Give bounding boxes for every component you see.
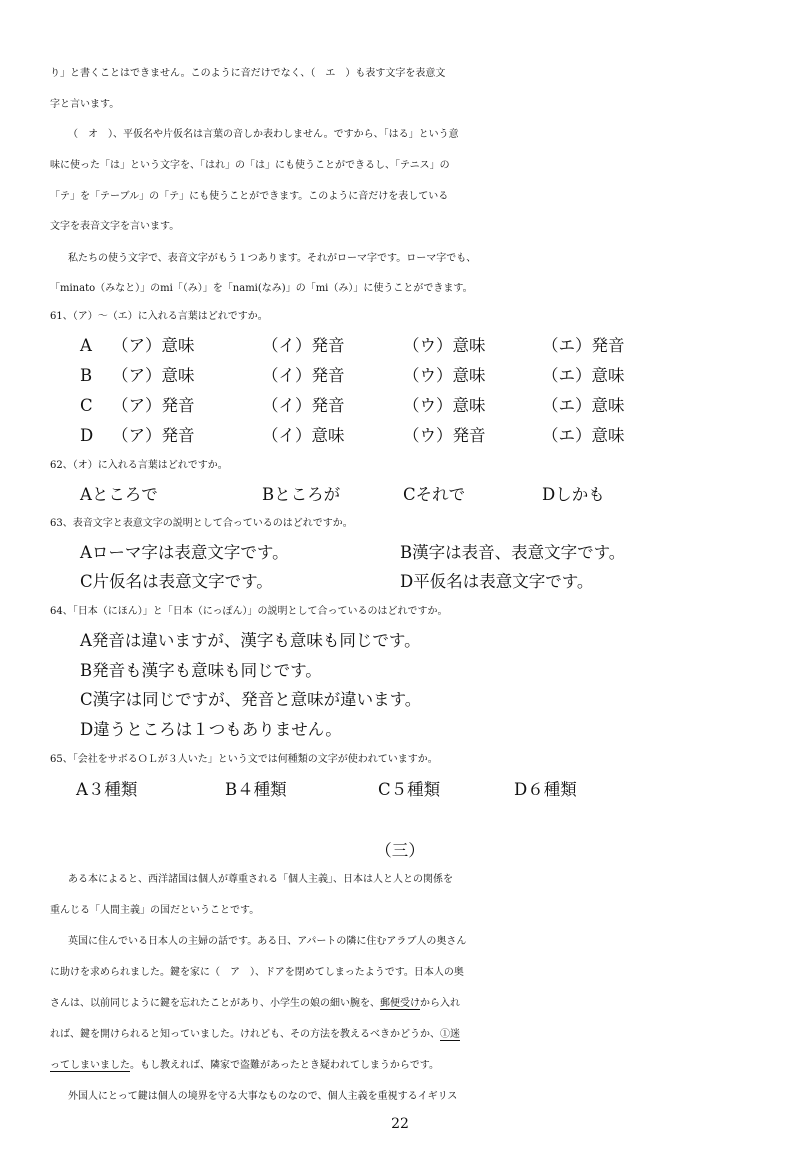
text-line: ある本によると、西洋諸国は個人が尊重される「個人主義」、日本は人と人との関係を	[68, 874, 453, 885]
option-cell: （イ）意味	[262, 426, 345, 445]
text-segment: 。もし教えれば、隣家で盗難があったとき疑われてしまうからです。	[130, 1060, 439, 1071]
text-line: 「テ」を「テーブル」の「テ」にも使うことができます。このように音だけを表している	[50, 191, 449, 202]
option-b: Bところが	[262, 485, 341, 504]
option-d: Dしかも	[542, 485, 605, 504]
option-c: C５種類	[378, 780, 441, 799]
text-line	[0, 993, 800, 1015]
text-line: に助けを求められました。鍵を家に（ ア ）、ドアを閉めてしまったようです。日本人の奥	[50, 967, 464, 978]
option-label: D	[80, 426, 94, 445]
text-line: 「minato（みなと）」のmi「（み）」を「nami(なみ)」の「mi（み）」に使うことができます。	[50, 283, 473, 294]
text-line: 外国人にとって鍵は個人の境界を守る大事なものなので、個人主義を重視するイギリス	[68, 1091, 458, 1102]
option-cell: （ウ）発音	[403, 426, 486, 445]
option-cell: （ア）意味	[112, 336, 195, 355]
underlined-marker-1: ①迷	[440, 1029, 460, 1040]
option-d: D平仮名は表意文字です。	[400, 572, 594, 591]
option-b: B漢字は表音、表意文字です。	[400, 543, 626, 562]
page-number: 22	[391, 1116, 409, 1132]
text-line: 文字を表音文字を言います。	[50, 221, 180, 232]
option-cell: （ウ）意味	[403, 396, 486, 415]
option-cell: （イ）発音	[262, 366, 345, 385]
text-line: り」と書くことはできません。このように音だけでなく、（ エ ）も表す文字を表意文	[50, 68, 446, 79]
question-stem: 63、表音文字と表意文字の説明として合っているのはどれですか。	[50, 518, 353, 529]
option-b: B発音も漢字も意味も同じです。	[80, 661, 322, 680]
option-a: Aローマ字は表意文字です。	[80, 543, 289, 562]
option-d: D違うところは１つもありません。	[80, 720, 342, 739]
text-line	[0, 1055, 800, 1077]
question-stem: 64、「日本（にほん）」と「日本（にっぽん）」の説明として合っているのはどれですか。	[50, 606, 448, 617]
option-a: A３種類	[76, 780, 138, 799]
option-cell: （ア）意味	[112, 366, 195, 385]
option-cell: （イ）発音	[262, 336, 345, 355]
option-a: Aところで	[80, 485, 158, 504]
option-c: Cそれで	[403, 485, 466, 504]
question-stem: 61、（ア）～（エ）に入れる言葉はどれですか。	[50, 311, 268, 322]
option-label: A	[80, 336, 92, 355]
text-line: 味に使った「は」という文字を、「はれ」の「は」にも使うことができるし、「テニス」の	[50, 160, 450, 171]
option-label: C	[80, 396, 93, 415]
option-cell: （イ）発音	[262, 396, 345, 415]
option-cell: （エ）発音	[542, 336, 625, 355]
underlined-marker-1-cont: ってしまいました	[50, 1060, 130, 1071]
underlined-term-mailbox: 郵便受け	[380, 998, 420, 1009]
option-c: C漢字は同じですが、発音と意味が違います。	[80, 690, 422, 709]
text-line	[0, 1024, 800, 1046]
question-stem: 65、「会社をサボるＯＬが３人いた」という文では何種類の文字が使われていますか。	[50, 754, 438, 765]
option-c: C片仮名は表意文字です。	[80, 572, 273, 591]
question-stem: 62、（オ）に入れる言葉はどれですか。	[50, 460, 228, 471]
text-line: 私たちの使う文字で、表音文字がもう１つあります。それがローマ字です。ローマ字でも、	[68, 253, 477, 264]
option-cell: （ウ）意味	[403, 336, 486, 355]
option-cell: （ア）発音	[112, 396, 195, 415]
text-segment: さんは、以前同じように鍵を忘れたことがあり、小学生の娘の細い腕を、	[50, 998, 380, 1009]
option-b: B４種類	[225, 780, 287, 799]
option-d: D６種類	[514, 780, 577, 799]
option-cell: （ア）発音	[112, 426, 195, 445]
text-segment: から入れ	[420, 998, 460, 1009]
option-cell: （エ）意味	[542, 426, 625, 445]
section-heading: （三）	[375, 841, 425, 860]
option-cell: （ウ）意味	[403, 366, 486, 385]
option-a: A発音は違いますが、漢字も意味も同じです。	[80, 631, 421, 650]
text-line: 英国に住んでいる日本人の主婦の話です。ある日、アパートの隣に住むアラブ人の奥さん	[68, 936, 467, 947]
option-cell: （エ）意味	[542, 396, 625, 415]
text-line: 重んじる「人間主義」の国だということです。	[50, 905, 260, 916]
text-line: （ オ ）、平仮名や片仮名は言葉の音しか表わしません。ですから、「はる」という意	[68, 129, 459, 140]
option-label: B	[80, 366, 93, 385]
text-line: 字と言います。	[50, 99, 120, 110]
option-cell: （エ）意味	[542, 366, 625, 385]
text-segment: れば、鍵を開けられると知っていました。けれども、その方法を教えるべきかどうか、	[50, 1029, 440, 1040]
